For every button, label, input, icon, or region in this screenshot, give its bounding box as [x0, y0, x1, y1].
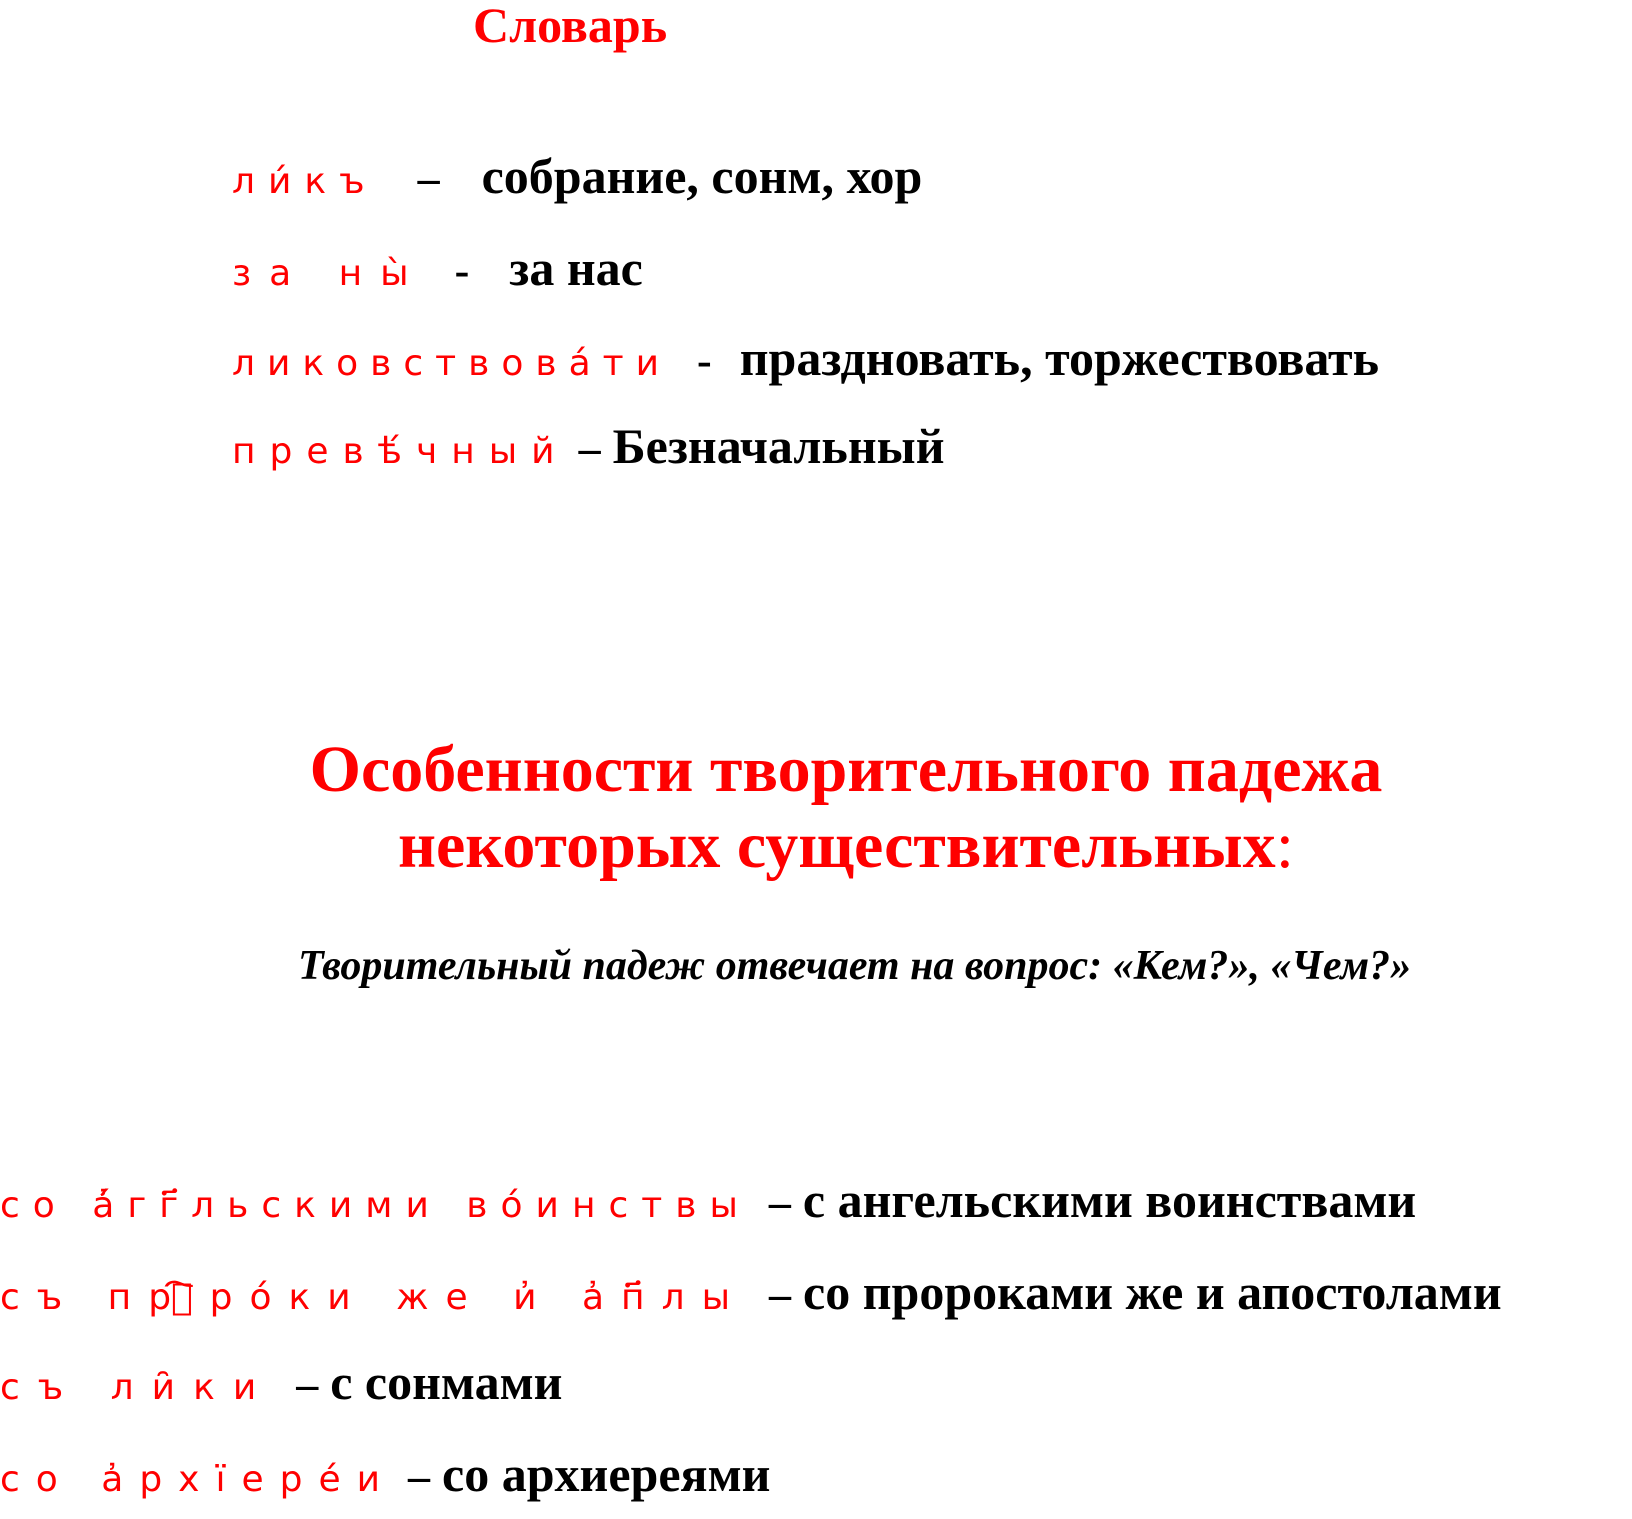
example-translation: со пророками же и апостолами [803, 1264, 1502, 1320]
example-entry [0, 1446, 770, 1502]
example-entry [0, 1172, 1416, 1228]
vocab-entry [232, 148, 922, 204]
example-separator: – [768, 1178, 791, 1227]
section-heading-colon: : [1275, 809, 1295, 882]
vocab-translation: Безначальный [612, 418, 945, 474]
vocab-separator: - [454, 246, 470, 295]
example-entry [0, 1354, 563, 1410]
example-separator: – [408, 1452, 431, 1501]
section-heading [0, 732, 1632, 884]
example-term: со а҆рхїере́и [0, 1459, 397, 1500]
vocab-term: ликовствова́ти [232, 343, 672, 384]
vocab-separator: - [697, 336, 712, 385]
section-heading-line2-wrap [60, 808, 1632, 884]
vocab-term: ли́къ [232, 161, 378, 202]
vocab-separator: – [417, 154, 440, 203]
section-heading-line2: некоторых существительных [397, 809, 1276, 882]
example-separator: – [296, 1360, 319, 1409]
vocab-term: превѣ́чный [232, 431, 569, 472]
section-heading-line1: Особенности творительного падежа [309, 733, 1383, 806]
vocab-entry [232, 240, 643, 296]
vocab-entry [232, 330, 1379, 386]
example-translation: с ангельскими воинствами [802, 1172, 1417, 1228]
vocab-term: за ны̀ [232, 253, 427, 294]
subtitle: Творительный падеж отвечает на вопрос: «Кем?», «Чем?» [298, 943, 1412, 989]
example-translation: со архиереями [442, 1446, 771, 1502]
example-separator: – [769, 1270, 792, 1319]
example-term: съ прⷪ҇ро́ки же и҆ а҆п҃лы [0, 1277, 748, 1318]
example-entry [0, 1264, 1502, 1320]
vocab-entry [232, 418, 945, 474]
example-term: со а҆́гг҃льскими во́инствы [0, 1185, 751, 1226]
vocab-translation: собрание, сонм, хор [481, 148, 923, 204]
example-term: съ ли̑ки [0, 1367, 275, 1408]
vocab-translation: за нас [509, 240, 643, 296]
vocab-separator: – [578, 424, 601, 473]
vocab-translation: праздновать, торжествовать [739, 330, 1380, 386]
page-title: Словарь [473, 0, 668, 53]
example-translation: с сонмами [330, 1354, 563, 1410]
